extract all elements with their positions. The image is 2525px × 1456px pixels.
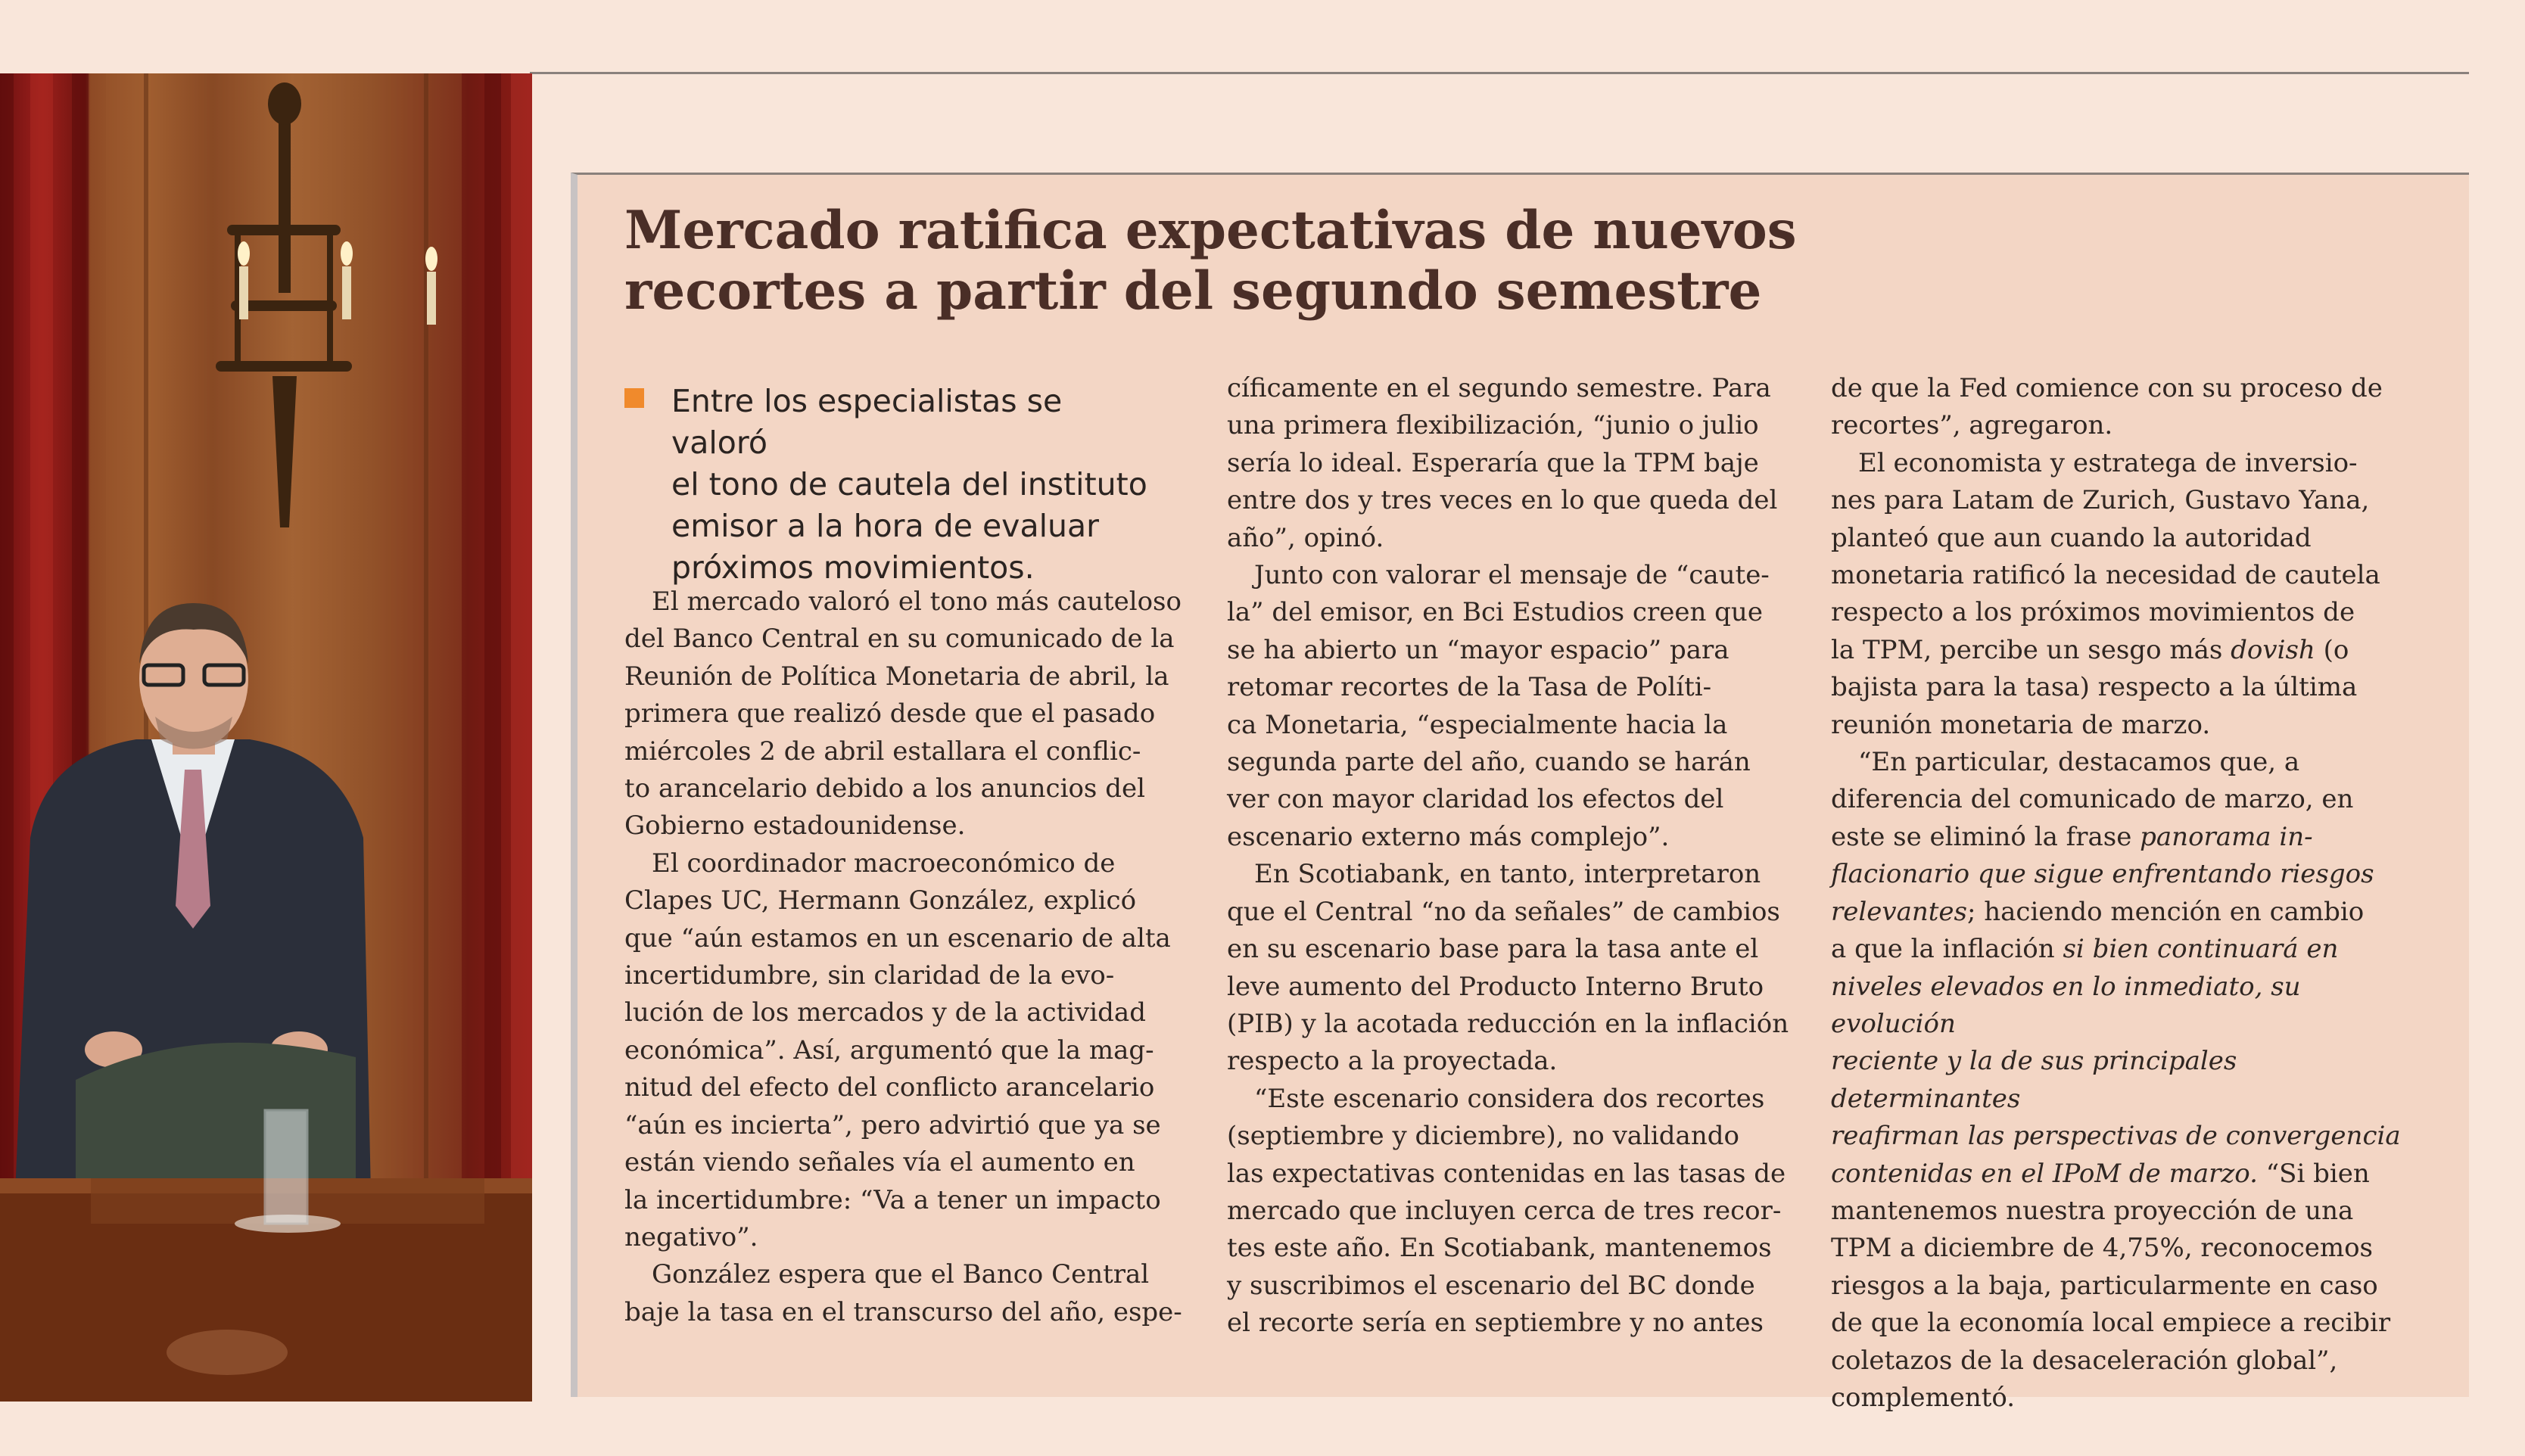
col3-p2-text-a: El economista y estratega de inversio- nes para Latam de Zurich, Gustavo Yana, planteó que aun cuando la autoridad monetaria ratificó la necesidad de cautela respecto a los próximos movimientos de la TPM, percibe un sesgo más xyxy=(1831,447,2380,665)
headline: Mercado ratifica expectativas de nuevos recortes a partir del segundo semestre xyxy=(624,200,1797,322)
column-3 xyxy=(1831,370,2421,1417)
column-1 xyxy=(624,583,1200,1331)
col3-paragraph-1: de que la Fed comience con su proceso de recortes”, agregaron. xyxy=(1831,373,2383,441)
col3-p3-text-c: ; haciendo mención en cambio a que la inflación xyxy=(1831,896,2365,965)
col1-paragraph-1: El mercado valoró el tono más cauteloso del Banco Central en su comunicado de la Reunión de Política Monetaria de abril, la primera que realizó desde que el pasado miércoles 2 de abril estallara el conflic- to arancelario debido a los anuncios del Gobierno estadounidense. xyxy=(624,586,1182,842)
col2-paragraph-4: “Este escenario considera dos recortes (septiembre y diciembre), no validando las expectativas contenidas en las tasas de mercado que incluyen cerca de tres recor- tes este año. En Scotiabank, mantenemos y suscribimos el escenario del BC donde el recorte sería en septiembre y no antes xyxy=(1227,1083,1786,1339)
col3-paragraph-3 xyxy=(1831,744,2421,1417)
col2-paragraph-2: Junto con valorar el mensaje de “caute- la” del emisor, en Bci Estudios creen que se ha abierto un “mayor espacio” para retomar recortes de la Tasa de Políti- ca Monetaria, “especialmente hacia la segunda parte del año, cuando se harán ver con mayor claridad los efectos del escenario externo más complejo”. xyxy=(1227,560,1770,852)
photo-illustration xyxy=(0,73,532,1402)
col1-paragraph-3: González espera que el Banco Central baje la tasa en el transcurso del año, espe- xyxy=(624,1259,1182,1327)
col3-paragraph-2 xyxy=(1831,445,2421,744)
bullet-square-icon xyxy=(624,388,644,408)
article-photo xyxy=(0,73,532,1402)
article-box xyxy=(571,173,2469,1413)
col1-paragraph-2: El coordinador macroeconómico de Clapes UC, Hermann González, explicó que “aún estamos en un escenario de alta incertidumbre, sin claridad de la evo- lución de los mercados y de la actividad económica”. Así, argumentó que la mag- nitud del efecto del conflicto arancelario “aún es incierta”, pero advirtió que ya se están viendo señales vía el aumento en la incertidumbre: “Va a tener un impacto negativo”. xyxy=(624,848,1171,1252)
col3-p3-text-a: “En particular, destacamos que, a diferencia del comunicado de marzo, en este se eliminó la frase xyxy=(1831,747,2354,852)
column-2 xyxy=(1227,370,1802,1342)
top-rule xyxy=(530,72,2469,74)
col3-p3-quote-1: panorama in- flacionario que sigue enfrentando riesgos relevantes xyxy=(1831,821,2374,927)
col3-p3-quote-2: si bien continuará en niveles elevados en lo inmediato, su evolución reciente y la de sus principales determinantes reafirman las perspectivas de convergencia contenidas en el IPoM de marzo. xyxy=(1831,934,2401,1189)
col2-paragraph-3: En Scotiabank, en tanto, interpretaron que el Central “no da señales” de cambios en su escenario base para la tasa ante el leve aumento del Producto Interno Bruto (PIB) y la acotada reducción en la inflación respecto a la proyectada. xyxy=(1227,859,1789,1077)
col3-p2-dovish: dovish xyxy=(2231,634,2315,665)
subhead: Entre los especialistas se valoró el tono de cautela del instituto emisor a la hora de evaluar próximos movimientos. xyxy=(671,383,1147,586)
col3-p2-text-c: (o bajista para la tasa) respecto a la última reunión monetaria de marzo. xyxy=(1831,634,2358,740)
col2-paragraph-1: cíficamente en el segundo semestre. Para una primera flexibilización, “junio o julio sería lo ideal. Esperaría que la TPM baje entre dos y tres veces en lo que queda del año”, opinó. xyxy=(1227,373,1778,553)
col3-p3-text-e: “Si bien mantenemos nuestra proyección de una TPM a diciembre de 4,75%, reconocemos riesgos a la baja, particularmente en caso de que la economía local empiece a recibir coletazos de la desaceleración global”, complementó. xyxy=(1831,1158,2391,1413)
